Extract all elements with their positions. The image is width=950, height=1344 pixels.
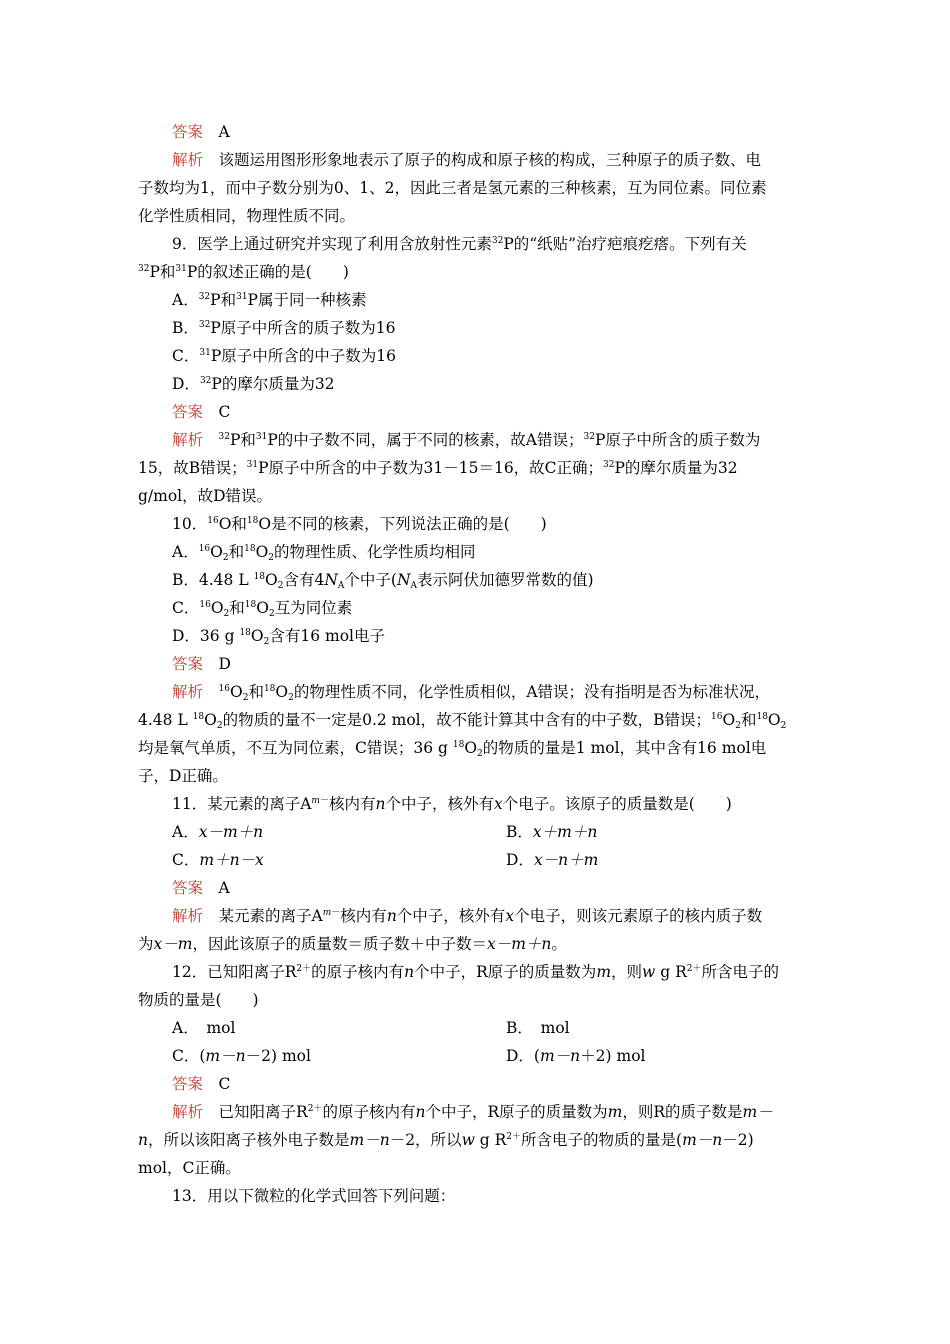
answer-line [172, 654, 231, 674]
expression: m－ [742, 1103, 773, 1121]
stem-text: 9．医学上通过研究并实现了利用含放射性元素 [172, 235, 492, 253]
stem-text: P的叙述正确的是( ) [186, 263, 349, 281]
option-b [506, 822, 597, 842]
option-text: P和 [210, 291, 237, 309]
charge-m: m [322, 908, 332, 918]
expression: m－n [682, 1131, 723, 1149]
option-c [172, 850, 264, 870]
analysis-text: －2) [722, 1131, 754, 1149]
option-d [172, 626, 385, 646]
analysis-label: 解析 [172, 1103, 204, 1121]
variable-n: n [138, 1131, 148, 1149]
option-text: 和 [228, 543, 245, 561]
stem-text: 11．某元素的离子A [172, 795, 312, 813]
analysis-text: 所含电子的物质的量是( [521, 1131, 683, 1149]
option-text: 个中子( [344, 571, 397, 589]
mass-number: 16 [711, 712, 723, 722]
expression: m－n [205, 1047, 246, 1065]
subscript: 2 [222, 553, 229, 563]
subscript: 2 [735, 721, 741, 731]
subscript: 2 [477, 749, 483, 759]
option-c [172, 346, 396, 366]
analysis-text: mol，C正确。 [138, 1159, 241, 1177]
option-c [172, 1046, 311, 1066]
analysis-text: ，所以该阳离子核外电子数是 [147, 1131, 350, 1149]
mass-number: 18 [756, 712, 768, 722]
mass-number: 16 [199, 600, 211, 610]
mass-number: 18 [239, 628, 251, 638]
analysis-text: 均是氧气单质，不互为同位素，C错误；36 g [138, 739, 453, 757]
analysis-text: 和 [740, 711, 757, 729]
ion-charge: 2＋ [307, 1104, 323, 1114]
variable-n: n [404, 963, 415, 981]
option-b [172, 570, 594, 590]
analysis-line [172, 906, 762, 926]
expression: x－m [153, 935, 193, 953]
formula: O [256, 599, 269, 617]
analysis-text: 为 [138, 935, 154, 953]
answer-value: C [218, 1075, 231, 1093]
stem-text: 10． [172, 515, 208, 533]
stem-text: g R [655, 963, 687, 981]
stem-text: P的“纸贴”治疗疤痕疙瘩。下列有关 [503, 235, 747, 253]
formula: O [767, 711, 781, 729]
variable-w: w [642, 963, 656, 981]
analysis-text: 个电子，则该元素原子的核内质子数 [514, 907, 763, 925]
formula: O [210, 599, 224, 617]
analysis-line [138, 738, 766, 758]
option-a [172, 822, 263, 842]
analysis-text: P和 [229, 431, 256, 449]
option-text: P原子中所含的中子数为16 [210, 347, 396, 365]
charge-sign: － [319, 796, 329, 806]
analysis-text: 的原子核内有 [322, 1103, 416, 1121]
mass-number: 18 [246, 516, 259, 526]
analysis-text: P的摩尔质量为32 [614, 459, 738, 477]
option-letter: A． [172, 291, 199, 309]
analysis-text: 个中子，核外有 [396, 907, 506, 925]
analysis-text: 化学性质相同，物理性质不同。 [138, 207, 356, 225]
formula: O [722, 711, 736, 729]
answer-label: 答案 [172, 879, 204, 897]
expression: x－m＋n [486, 935, 552, 953]
option-text: m＋n－x [199, 851, 264, 869]
question-stem [172, 794, 732, 814]
answer-value: A [218, 123, 230, 141]
stem-text: P和 [149, 263, 176, 281]
stem-text: O是不同的核素，下列说法正确的是( ) [258, 515, 547, 533]
question-stem: 13．用以下微粒的化学式回答下列问题： [172, 1187, 456, 1205]
answer-line [172, 122, 230, 142]
mass-number: 32 [218, 432, 230, 442]
mass-number: 18 [263, 684, 276, 694]
analysis-text: －2，所以 [389, 1131, 462, 1149]
option-a: A． mol [172, 1019, 236, 1037]
option-letter: B．4.48 L [172, 571, 254, 589]
stem-text: 核内有 [328, 795, 376, 813]
analysis-text: 的物质的量是1 mol，其中含有16 mol电 [482, 739, 767, 757]
question-stem [172, 962, 779, 982]
option-text: ＋2) mol [580, 1047, 646, 1065]
option-b [172, 318, 396, 338]
stem-text: 所含电子的 [701, 963, 780, 981]
mass-number: 18 [244, 544, 256, 554]
mass-number: 31 [236, 292, 248, 302]
option-letter: B． [506, 823, 533, 841]
option-letter: A． [172, 823, 199, 841]
question-stem: 物质的量是( ) [138, 991, 259, 1009]
analysis-text: 的物质的量不一定是0.2 mol，故不能计算其中含有的中子数，B错误； [222, 711, 712, 729]
answer-label: 答案 [172, 655, 204, 673]
option-d [506, 850, 598, 870]
stem-text: 个中子，核外有 [385, 795, 494, 813]
analysis-text: ，因此该原子的质量数＝质子数＋中子数＝ [192, 935, 487, 953]
analysis-text: 个中子，R原子的质量数为 [425, 1103, 608, 1121]
option-letter: C． [172, 347, 200, 365]
analysis-text: 。 [551, 935, 567, 953]
ion-charge: 2＋ [686, 964, 702, 974]
mass-number: 18 [452, 740, 465, 750]
analysis-text: 核内有 [340, 907, 387, 925]
subscript: 2 [268, 609, 275, 619]
subscript: A [410, 581, 418, 591]
analysis-label: 解析 [172, 431, 204, 449]
analysis-text: 某元素的离子A [218, 907, 323, 925]
analysis-text: P原子中所含的中子数为31－15＝16，故C正确； [258, 459, 604, 477]
mass-number: 16 [198, 544, 211, 554]
variable-x: x [494, 795, 503, 813]
analysis-line [138, 710, 786, 730]
variable-n: n [386, 907, 397, 925]
option-a [172, 542, 476, 562]
mass-number: 32 [491, 236, 504, 246]
mass-number: 18 [244, 600, 257, 610]
analysis-text: 已知阳离子R [218, 1103, 308, 1121]
ion-charge [311, 796, 329, 806]
analysis-line [172, 430, 760, 450]
subscript: 2 [780, 721, 787, 731]
answer-value: C [218, 403, 231, 421]
expression: m－n [539, 1047, 581, 1065]
stem-text: 12．已知阳离子R [172, 963, 297, 981]
answer-label: 答案 [172, 1075, 204, 1093]
ion-charge: 2＋ [296, 964, 312, 974]
option-text: 和 [229, 599, 245, 617]
option-d [506, 1046, 646, 1066]
analysis-label: 解析 [172, 907, 204, 925]
analysis-text: P原子中所含的质子数为 [594, 431, 761, 449]
option-letter: D．36 g [172, 627, 240, 645]
subscript: 2 [216, 721, 223, 731]
variable-m: m [596, 963, 612, 981]
option-text: 含有16 mol电子 [269, 627, 385, 645]
option-letter: D． [506, 851, 534, 869]
variable-n: n [375, 795, 386, 813]
option-text: P原子中所含的质子数为16 [210, 319, 396, 337]
subscript: 2 [242, 693, 249, 703]
option-d [172, 374, 335, 394]
option-a [172, 290, 366, 310]
variable-w: w [461, 1131, 475, 1149]
formula: O [250, 627, 264, 645]
option-c [172, 598, 352, 618]
subscript: 2 [268, 553, 275, 563]
formula: O [204, 711, 217, 729]
analysis-text: 15，故B错误； [138, 459, 247, 477]
stem-text: 的原子核内有 [311, 963, 405, 981]
mass-number: 32 [198, 292, 211, 302]
option-letter: A． [172, 543, 199, 561]
question-stem [138, 262, 349, 282]
charge-m: m [311, 796, 320, 806]
subscript: 2 [277, 581, 284, 591]
analysis-line [138, 934, 567, 954]
option-text: 互为同位素 [274, 599, 353, 617]
mass-number: 32 [583, 432, 595, 442]
mass-number: 32 [603, 460, 615, 470]
option-text: x＋m＋n [532, 823, 598, 841]
mass-number: 32 [199, 376, 212, 386]
option-text: 表示阿伏加德罗常数的值) [417, 571, 594, 589]
analysis-text: 4.48 L [138, 711, 193, 729]
analysis-text: 的物理性质不同，化学性质相似，A错误；没有指明是否为标准状况， [293, 683, 771, 701]
mass-number: 32 [138, 264, 150, 274]
analysis-text: 子数均为1，而中子数分别为0、1、2，因此三者是氢元素的三种核素，互为同位素。同位素 [138, 179, 767, 197]
subscript: A [337, 581, 345, 591]
answer-line [172, 402, 230, 422]
expression: m－n [349, 1131, 390, 1149]
avogadro-symbol: N [324, 571, 338, 589]
formula: O [210, 543, 223, 561]
analysis-text: ，则R的质子数是 [622, 1103, 743, 1121]
question-stem [172, 514, 547, 534]
option-text: C．( [172, 1047, 206, 1065]
subscript: 2 [288, 693, 294, 703]
mass-number: 31 [175, 264, 187, 274]
stem-text: 个电子。该原子的质量数是( ) [502, 795, 732, 813]
stem-text: 个中子，R原子的质量数为 [414, 963, 597, 981]
variable-x: x [505, 907, 515, 925]
subscript: 2 [223, 609, 230, 619]
stem-text: O和 [218, 515, 247, 533]
answer-line [172, 1074, 230, 1094]
mass-number: 18 [192, 712, 205, 722]
mass-number: 32 [198, 320, 211, 330]
analysis-line [138, 1130, 754, 1150]
option-text: D．( [506, 1047, 540, 1065]
analysis-text: 该题运用图形形象地表示了原子的构成和原子核的构成，三种原子的质子数、电 [218, 151, 762, 169]
analysis-text: P的中子数不同，属于不同的核素，故A错误； [267, 431, 584, 449]
subscript: 2 [263, 637, 270, 647]
mass-number: 16 [207, 516, 219, 526]
option-text: x－n＋m [533, 851, 599, 869]
variable-n: n [415, 1103, 426, 1121]
answer-label: 答案 [172, 403, 204, 421]
ion-charge [323, 908, 341, 918]
option-text: 的物理性质、化学性质均相同 [274, 543, 476, 561]
option-text: x－m＋n [198, 823, 264, 841]
ion-charge: 2＋ [506, 1132, 522, 1142]
answer-label: 答案 [172, 123, 204, 141]
analysis-text: 子，D正确。 [138, 767, 228, 785]
formula: O [229, 683, 243, 701]
mass-number: 18 [253, 572, 266, 582]
answer-value: A [218, 879, 230, 897]
analysis-line [172, 150, 761, 170]
option-text: －2) mol [245, 1047, 311, 1065]
question-stem [172, 234, 747, 254]
avogadro-symbol: N [396, 571, 411, 589]
mass-number: 31 [199, 348, 211, 358]
stem-text: ，则 [611, 963, 643, 981]
option-letter: C． [172, 851, 200, 869]
formula: O [265, 571, 278, 589]
analysis-text: g R [474, 1131, 507, 1149]
option-text: P的摩尔质量为32 [211, 375, 335, 393]
formula: O [275, 683, 289, 701]
answer-line [172, 878, 230, 898]
option-letter: B． [172, 319, 199, 337]
analysis-text: 和 [248, 683, 264, 701]
option-b: B． mol [506, 1019, 570, 1037]
analysis-label: 解析 [172, 151, 204, 169]
analysis-line [172, 682, 770, 702]
answer-value: D [218, 655, 231, 673]
option-letter: D． [172, 375, 200, 393]
analysis-line [172, 1102, 773, 1122]
option-letter: C． [172, 599, 200, 617]
analysis-label: 解析 [172, 683, 204, 701]
mass-number: 31 [246, 460, 259, 470]
charge-sign: － [331, 908, 341, 918]
mass-number: 16 [218, 684, 230, 694]
formula: O [464, 739, 478, 757]
variable-m: m [607, 1103, 623, 1121]
analysis-line [138, 458, 738, 478]
analysis-text: g/mol，故D错误。 [138, 487, 273, 505]
mass-number: 31 [255, 432, 268, 442]
option-text: P属于同一种核素 [247, 291, 367, 309]
formula: O [255, 543, 269, 561]
option-text: 含有4 [283, 571, 325, 589]
